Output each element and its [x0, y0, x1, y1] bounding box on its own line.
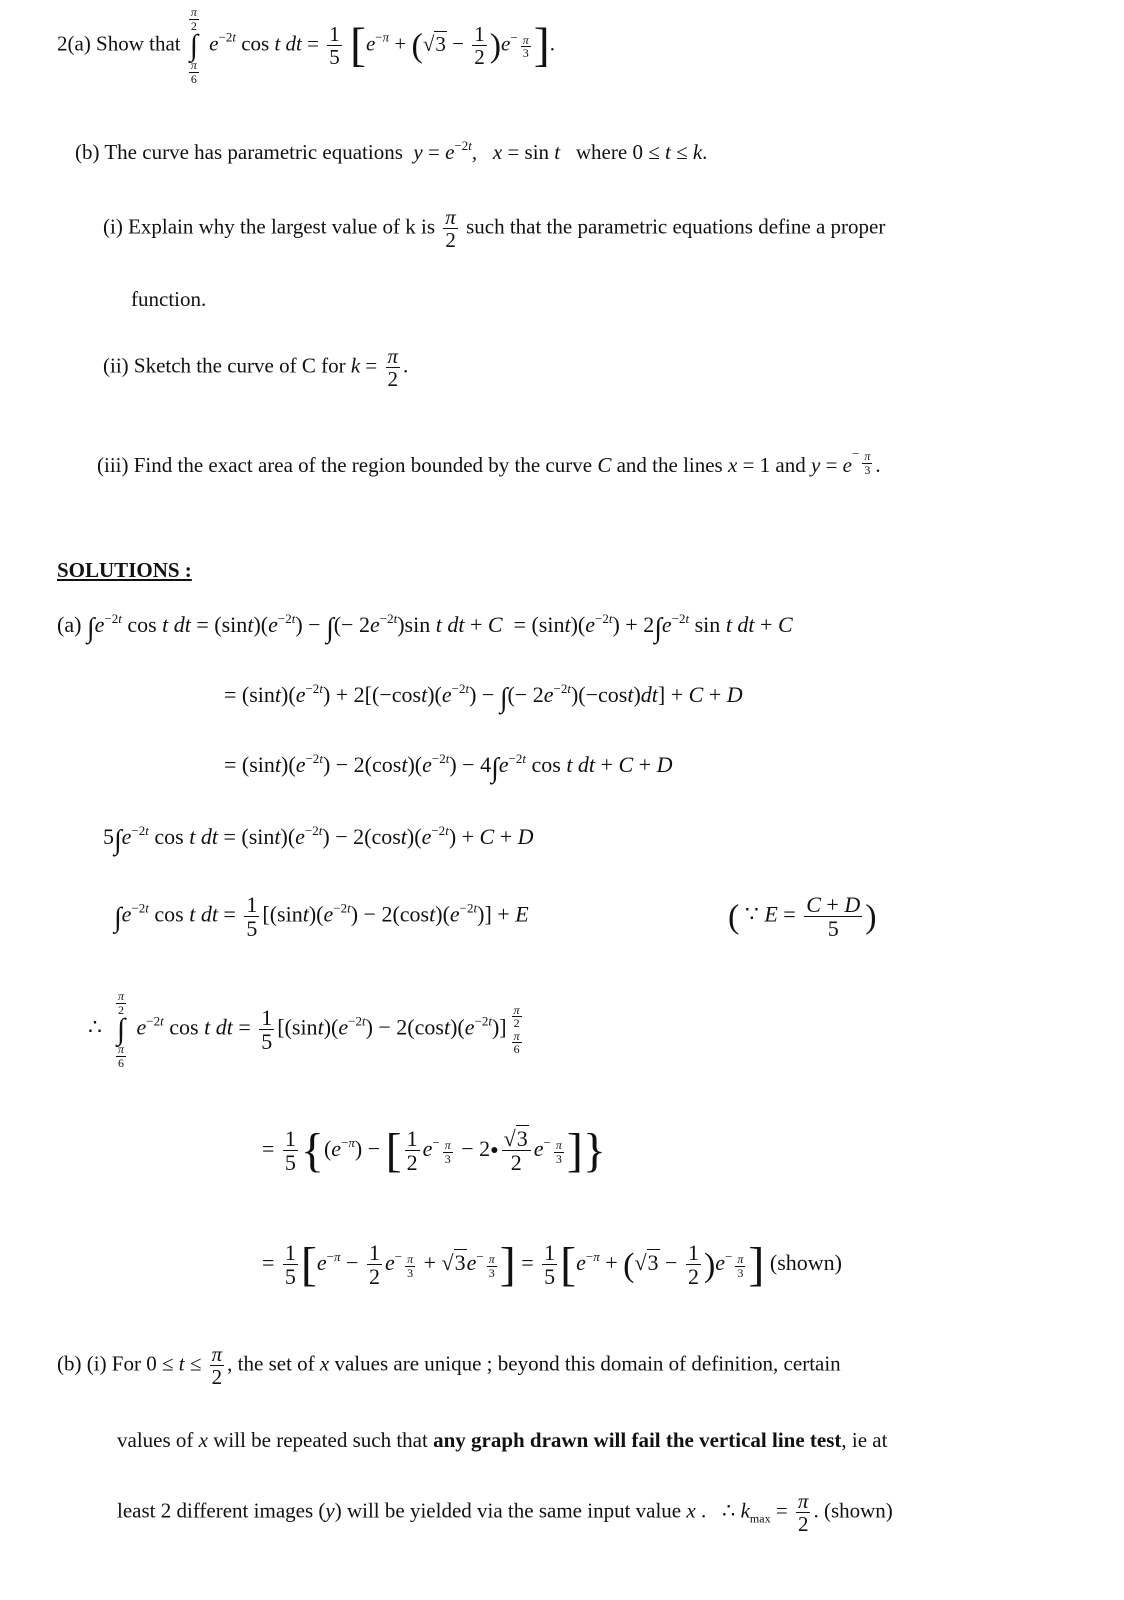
solution-a-line-3: = $(\sin t)(e^{-2t}) - 2(\cos t)(e^{-2t}) - 4\int e^{-2t}$ cos t dt + C + D — [224, 751, 673, 784]
question-2b-i: (i) Explain why the largest value of k is $\frac{\pi}{2}$ such that the parametric equations define a proper — [103, 205, 886, 253]
solution-b-i-line-2: values of x will be repeated such that any graph drawn will fail the vertical line test, ie at — [117, 1428, 888, 1452]
question-2a: 2(a) Show that $\frac{\pi}{2}$ ∫ $\frac{\pi}{6}$ $e^{-2t}$ cos t dt = $\frac{1}{5}$ [$e^{-\pi} + (√3$ − $\frac{1}{2}$ )$e^{- \frac{\pi}{3}}$ ]. — [57, 5, 555, 86]
question-2a-label: 2(a) Show that — [57, 31, 181, 56]
question-2b-ii-text: (ii) Sketch the curve of C for — [103, 353, 346, 378]
solution-a-line-7: = $\frac{1}{5}$ {$(e^{-\pi})$ − [ $\frac{1}{2}$ $e^{- \frac{\pi}{3}}$ − 2● $\frac{√3}{2}$ $e^{- \frac{\pi}{3}}$ ]} — [262, 1124, 606, 1177]
shown-label: (shown) — [769, 1250, 843, 1275]
solution-a-line-6: ∴ $\frac{\pi}{2}$ ∫ $\frac{\pi}{6}$ $e^{-2t}$ cos t dt = $\frac{1}{5}$ $[(\sin t)(e^{-2t}) - 2(\cos t)(e^{-2t})]$ $\frac{\pi}{2}$ $\frac{\pi}{6}$ — [88, 989, 520, 1070]
solution-b-i-line-3: least 2 different images (y) will be yielded via the same input value x . ∴ $k_{max}$ = $\frac{\pi}{2}$ . (shown) — [117, 1489, 893, 1537]
solution-a-line-5-note: ( ∵ E = $\frac{C + D}{5}$ ) — [728, 892, 877, 942]
solution-a-line-2: = $(\sin t)(e^{-2t}) + 2[(-\cos t)(e^{-2t})$ − ∫(− $2e^{-2t})(-\cos t)dt] + C + D$ — [224, 681, 743, 714]
solution-a-line-1: (a) $\int e^{-2t}$ cos t dt = $(\sin t)(e^{-2t})$ − ∫(− $2e^{-2t})\sin$ t dt + $C = (\sin t)(e^{-2t}) + 2\int e^{-2t}$ sin t dt + C — [57, 611, 793, 644]
solution-a-label: (a) — [57, 612, 82, 637]
question-2b-i-cont: function. — [131, 287, 207, 311]
question-2b-intro: (b) The curve has parametric equations — [75, 140, 403, 164]
integral-limits: $\frac{\pi}{2}$ ∫ $\frac{\pi}{6}$ — [189, 5, 199, 86]
vertical-line-test-emphasis: any graph drawn will fail the vertical line test — [433, 1428, 842, 1452]
question-2b-i-text2: such that the parametric equations define a proper — [466, 214, 886, 239]
solution-a-line-8: = $\frac{1}{5}$ [$e^{-\pi}$ − $\frac{1}{2}$ $e^{- \frac{\pi}{3}}$ + $√3e^{- \frac{\pi}{3}}$ ] = $\frac{1}{5}$ [$e^{-\pi} + (√3$ − $\frac{1}{2}$ )$e^{- \frac{\pi}{3}}$ ] (shown) — [262, 1238, 843, 1291]
solution-a-line-5: $\int e^{-2t}$ cos t dt = $\frac{1}{5}$ $[(\sin t)(e^{-2t}) - 2(\cos t)(e^{-2t})] + E$ — [114, 892, 529, 942]
question-2b-ii: (ii) Sketch the curve of C for k = $\frac{\pi}{2}$ . — [103, 344, 409, 392]
solutions-heading: SOLUTIONS : — [57, 558, 192, 582]
question-2b-i-text1: (i) Explain why the largest value of k is — [103, 214, 436, 239]
question-2b-iii-text1: (iii) Find the exact area of the region bounded by the curve — [97, 453, 593, 477]
solution-a-line-4: $5\int e^{-2t}$ cos t dt = $(\sin t)(e^{-2t}) - 2(\cos t)(e^{-2t}) + C + D$ — [103, 823, 534, 856]
question-2b-iii-text2: and the lines — [616, 453, 723, 477]
question-2b: (b) The curve has parametric equations $y = e^{-2t}$, x = sin t where 0 ≤ t ≤ k. — [75, 138, 708, 164]
question-2b-iii: (iii) Find the exact area of the region bounded by the curve C and the lines x = 1 and $y = e^{- \frac{\pi}{3}}$ . — [97, 446, 881, 477]
solution-b-i-line-1: (b) (i) For 0 ≤ t ≤ $\frac{\pi}{2}$ , the set of x values are unique ; beyond this domain of definition, certain — [57, 1342, 841, 1390]
